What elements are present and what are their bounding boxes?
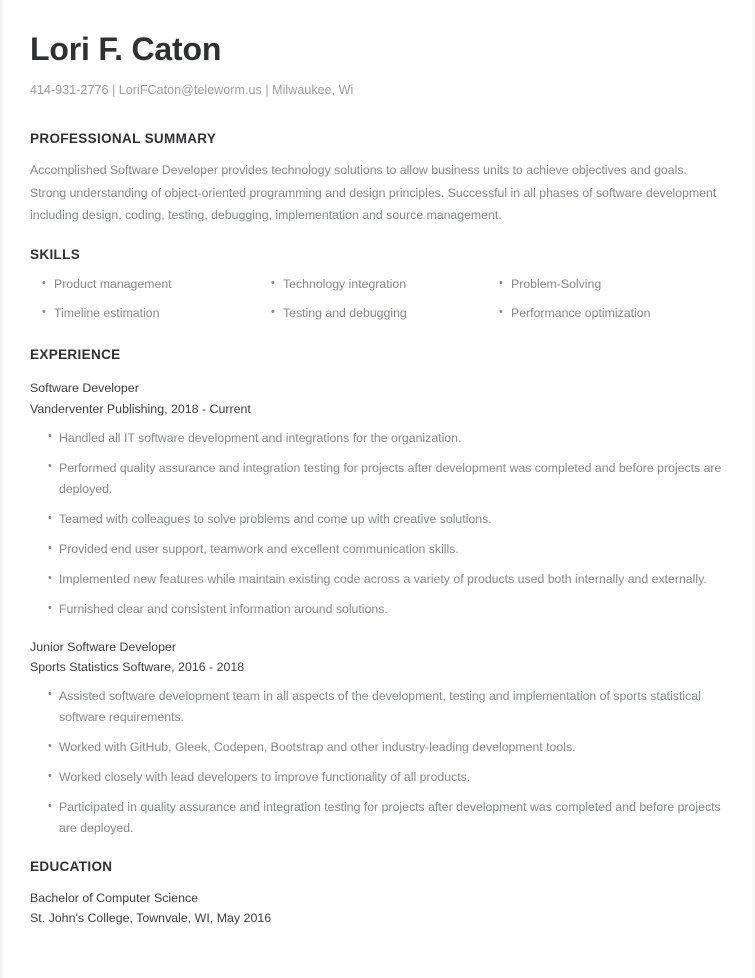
experience-section — [28, 347, 727, 839]
summary-text: Accomplished Software Developer provides technology solutions to allow business units to achieve objectives and goals. Strong understanding of object-oriented programming and design principles. Successful in all phases of software development including design, coding, testing, debugging, implementation and source management. — [30, 163, 717, 222]
skills-grid — [28, 275, 727, 333]
experience-entry — [28, 637, 727, 840]
skills-section — [28, 247, 727, 333]
professional-summary-section — [28, 131, 727, 226]
job-employer-dates: Sports Statistics Software, 2016 - 2018 — [30, 659, 245, 674]
skills-column-3 — [499, 275, 727, 333]
job-bullet: • Furnished clear and consistent information around solutions. — [28, 599, 727, 620]
job-bullet: • Assisted software development team in all aspects of the development, testing and implementation of sports statistical software requirements. — [28, 686, 727, 728]
job-bullet: • Handled all IT software development and integrations for the organization. — [28, 428, 727, 449]
job-bullet: • Teamed with colleagues to solve problems and come up with creative solutions. — [28, 509, 727, 530]
section-heading-experience: EXPERIENCE — [30, 347, 121, 363]
skill-item: • Technology integration — [271, 275, 499, 294]
education-section — [28, 859, 727, 928]
education-entry — [28, 888, 727, 928]
job-bullet: • Participated in quality assurance and integration testing for projects after development was completed and before projects are deployed. — [28, 797, 727, 839]
job-bullet: • Performed quality assurance and integration testing for projects after development was completed and before projects are deployed. — [28, 458, 727, 500]
section-heading-summary: PROFESSIONAL SUMMARY — [30, 131, 217, 147]
contact-line: 414-931-2776 | LoriFCaton@teleworm.us | Milwaukee, Wi — [30, 83, 354, 98]
skill-item: • Product management — [42, 275, 271, 294]
section-heading-skills: SKILLS — [30, 247, 81, 263]
skills-column-2 — [271, 275, 499, 333]
education-school: St. John's College, Townvale, WI, May 2016 — [30, 910, 272, 925]
section-heading-education: EDUCATION — [30, 858, 113, 874]
education-degree: Bachelor of Computer Science — [30, 890, 199, 905]
job-title: Junior Software Developer — [30, 639, 177, 654]
job-bullet: • Provided end user support, teamwork and excellent communication skills. — [28, 539, 727, 560]
skills-column-1 — [28, 275, 271, 333]
skill-item: • Timeline estimation — [42, 304, 271, 323]
job-bullet-list — [28, 686, 727, 840]
candidate-name: Lori F. Caton — [30, 31, 222, 67]
experience-entry — [28, 378, 727, 620]
job-bullet: • Worked closely with lead developers to improve functionality of all products. — [28, 767, 727, 788]
skill-item: • Performance optimization — [499, 304, 727, 323]
job-employer-dates: Vanderventer Publishing, 2018 - Current — [30, 401, 251, 416]
skill-item: • Problem-Solving — [499, 275, 727, 294]
job-bullet-list — [28, 428, 727, 621]
job-title: Software Developer — [30, 381, 139, 396]
skill-item: • Testing and debugging — [271, 304, 499, 323]
job-bullet: • Worked with GitHub, Gleek, Codepen, Bootstrap and other industry-leading development tools. — [28, 737, 727, 758]
resume-header — [28, 30, 727, 97]
job-bullet: • Implemented new features while maintain existing code across a variety of products used both internally and externally. — [28, 569, 727, 590]
